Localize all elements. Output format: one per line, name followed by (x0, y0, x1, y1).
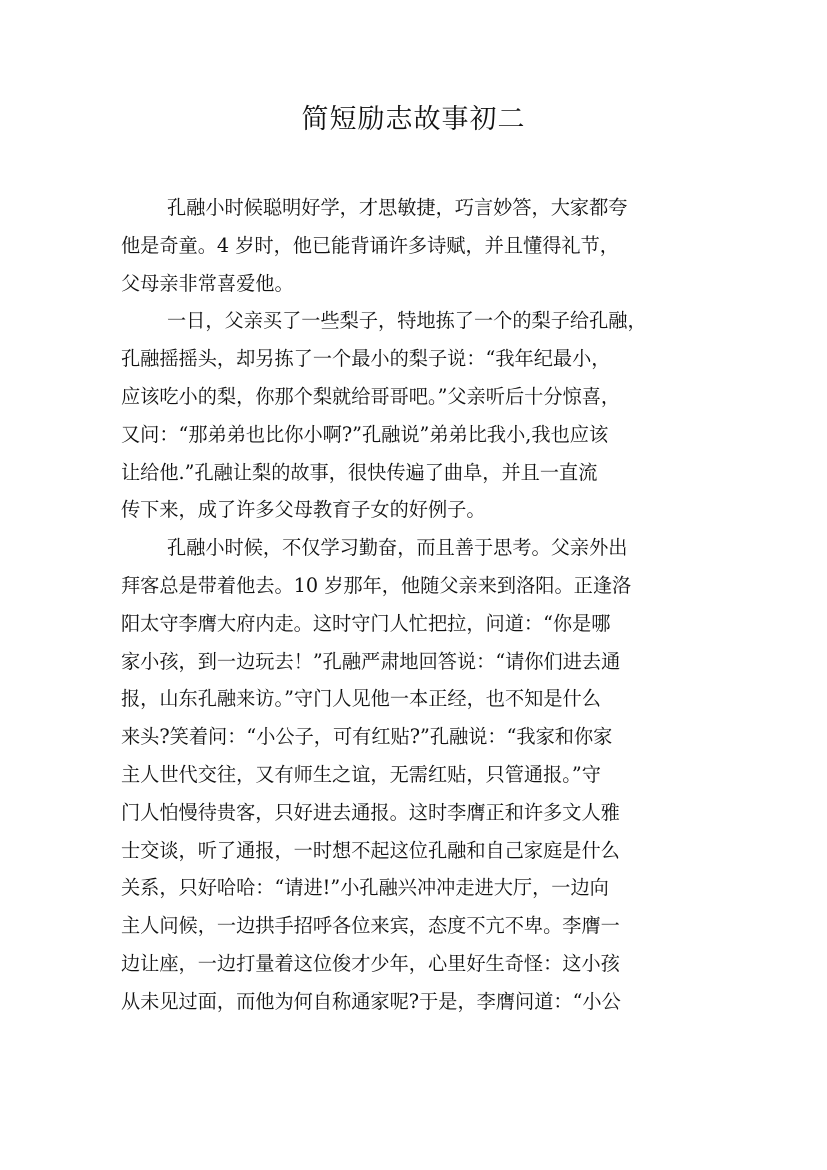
text-line: 来头?笑着问：“小公子，可有红贴?”孔融说：“我家和你家 (121, 725, 613, 749)
text-line: 家小孩，到一边玩去！”孔融严肃地回答说：“请你们进去通 (121, 649, 621, 673)
text-line: 他是奇童。4 岁时，他已能背诵许多诗赋，并且懂得礼节， (121, 233, 619, 257)
text-line: 传下来，成了许多父母教育子女的好例子。 (121, 498, 486, 522)
text-line: 孔融摇摇头，却另拣了一个最小的梨子说：“我年纪最小， (121, 347, 611, 371)
text-line: 从未见过面，而他为何自称通家呢?于是，李膺问道：“小公 (121, 989, 621, 1013)
text-line: 让给他.”孔融让梨的故事，很快传遍了曲阜，并且一直流 (121, 460, 598, 484)
text-line: 孔融小时候，不仅学习勤奋，而且善于思考。父亲外出 (167, 536, 628, 560)
text-line: 阳太守李膺大府内走。这时守门人忙把拉，问道：“你是哪 (121, 611, 611, 635)
document-body (121, 189, 711, 1021)
text-line: 士交谈，听了通报，一时想不起这位孔融和自己家庭是什么 (121, 838, 620, 862)
text-line: 主人世代交往，又有师生之谊，无需红贴，只管通报。”守 (121, 762, 601, 786)
text-line: 报，山东孔融来访。”守门人见他一本正经，也不知是什么 (121, 687, 601, 711)
text-line: 父母亲非常喜爱他。 (121, 271, 294, 295)
text-line: 一日，父亲买了一些梨子，特地拣了一个的梨子给孔融， (167, 309, 647, 333)
text-line: 主人问候，一边拱手招呼各位来宾，态度不亢不卑。李膺一 (121, 914, 620, 938)
text-line: 应该吃小的梨，你那个梨就给哥哥吧。”父亲听后十分惊喜， (121, 384, 621, 408)
text-line: 拜客总是带着他去。10 岁那年，他随父亲来到洛阳。正逢洛 (121, 573, 632, 597)
text-line: 边让座，一边打量着这位俊才少年，心里好生奇怪：这小孩 (121, 951, 620, 975)
text-line: 又问：“那弟弟也比你小啊?”孔融说”弟弟比我小,我也应该 (121, 422, 609, 446)
text-line: 门人怕慢待贵客，只好进去通报。这时李膺正和许多文人雅 (121, 800, 620, 824)
text-line: 孔融小时候聪明好学，才思敏捷，巧言妙答，大家都夸 (167, 196, 628, 219)
document-title: 简短励志故事初二 (301, 104, 526, 135)
text-line: 关系，只好哈哈：“请进!”小孔融兴冲冲走进大厅，一边向 (121, 876, 609, 900)
